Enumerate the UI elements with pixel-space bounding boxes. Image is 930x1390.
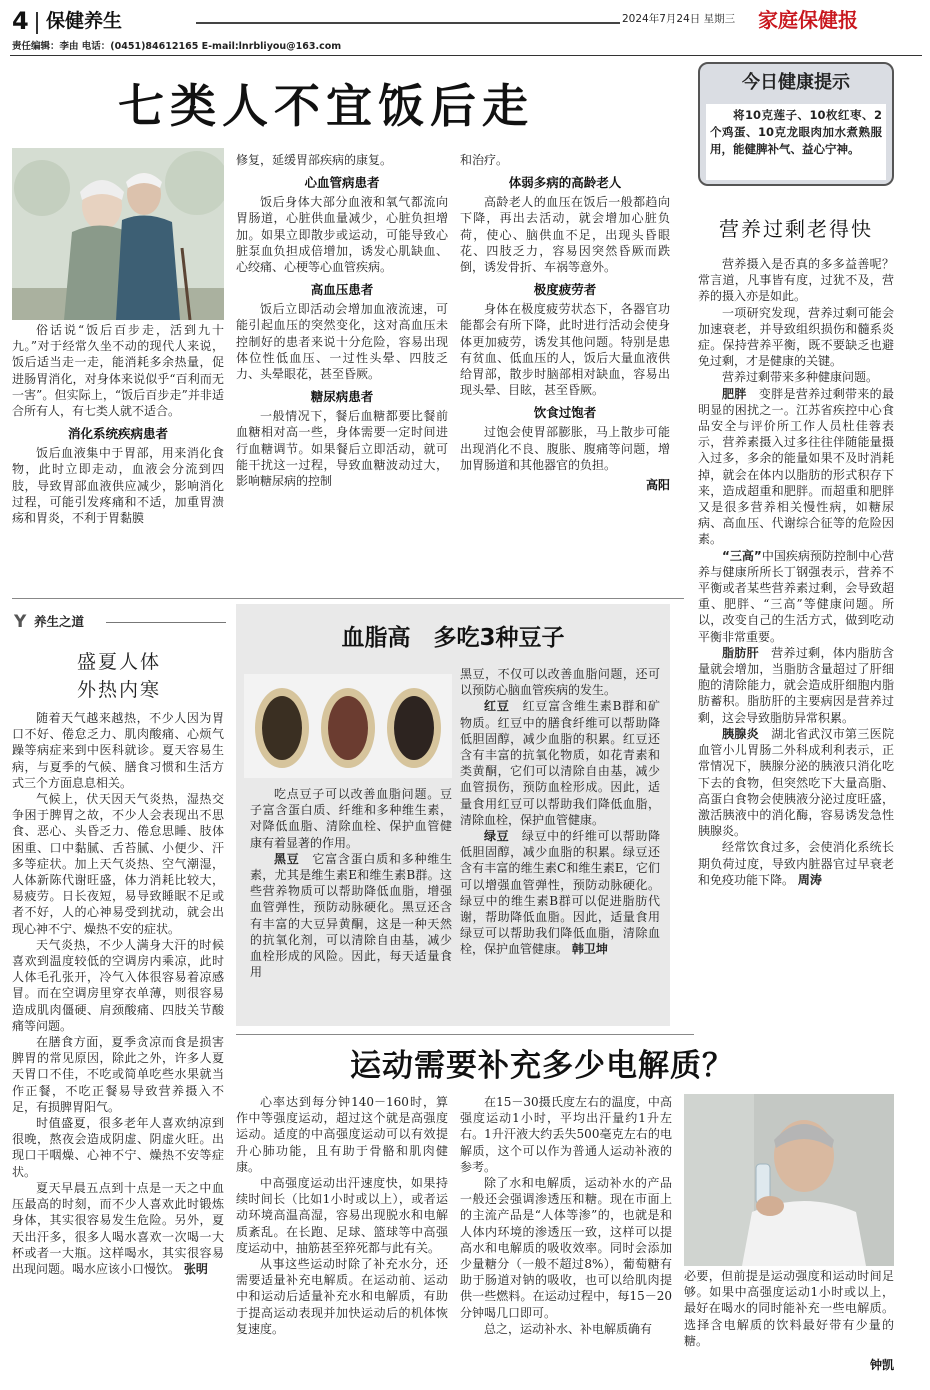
- para-diabetes-cont: 和治疗。: [460, 153, 509, 167]
- beans-green: [460, 828, 660, 958]
- label-fatty-liver: 脂肪肝: [722, 645, 759, 660]
- para-diabetes: 一般情况下，餐后血糖都要比餐前血糖相对高一些，身体需要一定时间进行血糖调节。如果餐后立即活动，就可能干扰这一过程，导致血糖波动过大，影响糖尿病的控制: [236, 409, 448, 489]
- couple-walking-image: [12, 148, 224, 320]
- text-mung-bean: 绿豆中的纤维可以帮助降低胆固醇，减少血脂的积累。绿豆还含有丰富的维生素C和维生素E，它们可以增强血管弹性，预防动脉硬化。绿豆中的维生素B群可以促进脂肪代谢，帮助降低血脂。因此，适量食用绿豆可以帮助我们降低血脂，清除血栓，保护血管健康。: [460, 829, 660, 957]
- seven-intro: 俗话说“饭后百步走，活到九十九。”对于经常久坐不动的现代人来说，饭后适当走一走，能消耗多余热量，促进肠胃消化，对身体来说似乎“百利而无一害”。但实际上，“饭后百步走”并非适合所有人，有七类人就不适合。: [12, 323, 224, 419]
- tip-text-panel: 将10克莲子、10枚红枣、2个鸡蛋、10克龙眼肉加水煮熟服用，能健脾补气、益心宁神。: [706, 104, 886, 180]
- page-header: [10, 6, 922, 52]
- nutrition-p1: 营养摄入是否真的多多益善呢？常言道，凡事皆有度，过犹不及，营养的摄入亦是如此。: [698, 257, 894, 304]
- text-black-bean: 它富含蛋白质和多种维生素，尤其是维生素E和维生素B群。这些营养物质可以帮助降低血脂，增强血管弹性，预防动脉硬化。黑豆还含有丰富的大豆异黄酮，这是一种天然的抗氧化剂，可以清除自由基，减少血栓形成的风险。因此，每天适量食用: [250, 851, 452, 980]
- beans-red: [460, 698, 660, 828]
- beans-black-cont: 黑豆，不仅可以改善血脂问题，还可以预防心脑血管疾病的发生。: [460, 667, 660, 698]
- subhead-diabetes: 糖尿病患者: [310, 389, 374, 405]
- beans-panel: [236, 604, 670, 1026]
- electro-col-3: [684, 1268, 894, 1373]
- nutrition-obesity: [698, 386, 894, 548]
- subhead-heart: 心血管病患者: [304, 175, 380, 191]
- tip-title: 今日健康提示: [742, 72, 850, 93]
- beans-photo: [244, 674, 452, 778]
- nutrition-end: [698, 839, 894, 888]
- electro-p6-cont: 必要，但前提是运动强度和运动时间足够。如果中高强度运动1小时或以上，最好在喝水的同时能补充一些电解质。选择含电解质的饮料最好带有少量的糖。: [684, 1269, 894, 1348]
- health-tip-box: [698, 62, 894, 186]
- label-mung-bean: 绿豆: [484, 829, 510, 844]
- electro-p2: 中高强度运动出汗速度快，如果持续时间长（比如1小时或以上），或者运动环境高温高湿，容易出现脱水和电解质紊乱。在长跑、足球、篮球等中高强度运动中，抽筋甚至猝死都与此有关。: [236, 1176, 448, 1255]
- y-logo-icon: Y: [14, 612, 27, 632]
- summer-title-line2: 外热内寒: [76, 679, 161, 701]
- page-number: 4: [12, 7, 29, 35]
- para-full: 过饱会使胃部膨胀，马上散步可能出现消化不良、腹胀、腹痛等问题，增加胃肠道和其他器官的负担。: [460, 425, 670, 472]
- nutrition-three-highs: [698, 548, 894, 645]
- elderly-couple-photo: [12, 148, 224, 320]
- seven-col-2: [236, 152, 448, 489]
- section-name: 保健养生: [46, 10, 123, 32]
- summer-p6-text: 夏天早晨五点到十点是一天之中血压最高的时刻，而不少人喜欢此时锻炼身体，其实很容易发生危险。另外，夏天出汗多，很多人喝水喜欢一次喝一大杯或者一大瓶。这样喝水，其实很容易出现问题。喝水应该小口慢饮。: [12, 1180, 224, 1276]
- byline-zhongkai: 钟凯: [869, 1358, 894, 1373]
- column-name: 养生之道: [34, 614, 85, 629]
- article-title-electrolyte: 运动需要补充多少电解质？: [350, 1048, 734, 1084]
- text-three-highs: 中国疾病预防控制中心营养与健康所所长丁钢强表示，营养不平衡或者某些营养素过剩，会导致超重、肥胖、“三高”等健康问题。所以，改变自己的生活方式，做到吃动平衡非常重要。: [698, 548, 894, 644]
- summer-p4: 在膳食方面，夏季贪凉而食是损害脾胃的常见原因，除此之外，许多人夏天胃口不佳，不吃或简单吃些水果就当作正餐，不吃正餐易导致营养摄入不足，有损脾胃阳气。: [12, 1035, 224, 1114]
- electro-p6: 总之，运动补水、补电解质确有: [484, 1321, 653, 1336]
- article-title-summer: [14, 648, 224, 704]
- summer-p2: 气候上，伏天因天气炎热，湿热交争困于脾胃之故，不少人会表现出不思食、恶心、头昏乏力、倦怠思睡、肢体困重、口中黏腻、舌苔腻、小便少、汗多等症状。加上天气炎热、空气潮湿，人体新陈代谢旺盛，体力消耗比较大，易疲劳。日长夜短，易导致睡眠不足或者不好，人的心神易受到扰动，就会出现心神不宁、燥热不安的症状。: [12, 792, 224, 936]
- column-rule: [106, 622, 226, 623]
- para-heart: 饭后身体大部分血液和氧气都流向胃肠道，心脏供血量减少，心脏负担增加。如果立即散步或运动，可能导致心脏泵血负担成倍增加，诱发心肌缺血、心绞痛、心梗等心血管疾病。: [236, 195, 448, 275]
- byline-gaoyang: 高阳: [645, 478, 670, 493]
- column-tag: [14, 612, 224, 632]
- article-title-beans: 血脂高 多吃3种豆子: [341, 625, 565, 651]
- text-obesity: 变胖是营养过剩带来的最明显的困扰之一。江苏省疾控中心食品安全与评价所工作人员杜佳蓉表示，营养素摄入过多往往伴随能量摄入过多，多余的能量如果不及时消耗掉，就会在体内以脂肪的形式积存下来，造成超重和肥胖。而超重和肥胖又是很多营养相关慢性病，如糖尿病、高血压、代谢综合征等的危险因素。: [698, 386, 894, 547]
- beans-col-2: [460, 666, 660, 958]
- text-pancreatitis: 湖北省武汉市第三医院血管小儿胃肠二外科成利利表示，正常情况下，胰腺分泌的胰液只消化吃下去的食物，但突然吃下大量高脂、高蛋白食物会使胰液分泌过度旺盛，激活胰液中的消化酶，容易诱发急性胰腺炎。: [698, 726, 894, 839]
- subhead-bp: 高血压患者: [310, 282, 374, 298]
- nutrition-p3: 营养过剩带来多种健康问题。: [722, 370, 879, 385]
- subhead-full: 饮食过饱者: [533, 405, 597, 421]
- three-beans-image: [244, 674, 452, 778]
- label-pancreatitis: 胰腺炎: [722, 726, 759, 741]
- beans-black: [250, 851, 452, 981]
- para-elderly: 高龄老人的血压在饭后一般都趋向下降，再出去活动，就会增加心脏负荷，使心、脑供血不足，出现头昏眼花、四肢乏力，容易因突然昏厥而跌倒，诱发骨折、车祸等意外。: [460, 195, 670, 275]
- summer-body: [12, 710, 224, 1277]
- para-bp: 饭后立即活动会增加血液流速，可能引起血压的突然变化，这对高血压未控制好的患者来说十分危险，容易出现体位性低血压、一过性头晕、四肢乏力、头晕眼花，甚至昏厥。: [236, 302, 448, 382]
- article-title-nutrition: 营养过剩老得快: [719, 217, 873, 241]
- text-fatty-liver: 营养过剩，体内脂肪含量就会增加，当脂肪含量超过了肝细胞的清除能力，就会造成肝细胞内脂肪蓄积。脂肪肝的主要病因是营养过剩，这会导致脂肪异常积累。: [698, 645, 894, 725]
- nutrition-pancreatitis: [698, 726, 894, 839]
- electro-p4: 在15－30摄氏度左右的温度，中高强度运动1小时，平均出汗量约1升左右。1升汗液大约丢失500毫克左右的电解质，这个可以作为普通人运动补液的参考。: [460, 1095, 672, 1174]
- label-three-highs: “三高”: [722, 548, 762, 563]
- para-digestive: 饭后血液集中于胃部，用来消化食物，此时立即走动，血液会分流到四肢，导致胃部血液供应减少，影响消化过程，可能引发疼痛和不适，加重胃溃疡和胃炎，不利于胃黏膜: [12, 446, 224, 526]
- byline-zhangming: 张明: [183, 1261, 208, 1276]
- para-tired: 身体在极度疲劳状态下，各器官功能都会有所下降，此时进行活动会使身体更加疲劳，诱发其他问题。特别是患有贫血、低血压的人，饭后大量血液供给胃部，散步时脑部相对缺血，容易出现头晕、目眩，甚至昏厥。: [460, 302, 670, 398]
- nutrition-fatty-liver: [698, 645, 894, 726]
- header-bottom-rule: [10, 55, 922, 56]
- paper-name: 家庭保健报: [758, 8, 858, 32]
- summer-title-line1: 盛夏人体: [76, 651, 161, 673]
- nutrition-p2: 一项研究发现，营养过剩可能会加速衰老，并导致组织损伤和髓系炎症。保持营养平衡，既不要缺乏也避免过剩，才是健康的关键。: [698, 305, 894, 369]
- article-title-seven: 七类人不宜饭后走: [118, 79, 534, 133]
- seven-col-3: [460, 152, 670, 493]
- byline-zhoutao: 周涛: [797, 872, 822, 887]
- editor-info: 责任编辑：李由 电话：(0451)84612165 E-mail:lnrbliyou@163.com: [12, 41, 342, 52]
- divider-left-mid: [12, 598, 684, 599]
- seven-col-1: [12, 322, 224, 526]
- divider-right-bottom: [236, 1034, 694, 1035]
- electro-col-2: [460, 1094, 672, 1337]
- text-red-bean: 红豆富含维生素B群和矿物质。红豆中的膳食纤维可以帮助降低胆固醇，减少血脂的积累。红豆还含有丰富的抗氧化物质，如花青素和类黄酮，它们可以清除自由基，减少血管损伤，预防血栓形成。因此，适量食用红豆可以帮助我们降低血脂，清除血栓，保护血管健康。: [460, 699, 660, 827]
- subhead-digestive: 消化系统疾病患者: [67, 426, 168, 442]
- electro-col-1: [236, 1094, 448, 1337]
- drinking-man-photo: [684, 1094, 894, 1266]
- label-black-bean: 黑豆: [274, 851, 300, 866]
- label-obesity: 肥胖: [722, 386, 747, 401]
- electro-p5: 除了水和电解质，运动补水的产品一般还会强调渗透压和糖。现在市面上的主流产品是“人体等渗”的，也就是和人体内环境的渗透压一致，这样可以提高水和电解质的吸收效率。同时会添加少量糖分（一般不超过8%），葡萄糖有助于肠道对钠的吸收，也可以给肌肉提供一些燃料。在运动过程中，每15－20分钟喝几口即可。: [460, 1176, 672, 1320]
- nutrition-body: [698, 256, 894, 888]
- summer-p1: 随着天气越来越热，不少人因为胃口不好、倦怠乏力、肌肉酸痛、心烦气躁等病症来到中医科就诊。夏天容易生病，与夏季的气候、膳食习惯和生活方式三个方面息息相关。: [12, 711, 224, 790]
- label-red-bean: 红豆: [484, 699, 510, 714]
- man-drinking-water-image: [684, 1094, 894, 1266]
- subhead-elderly: 体弱多病的高龄老人: [508, 175, 622, 191]
- issue-date: 2024年7月24日 星期三: [622, 13, 736, 25]
- para-digestive-cont: 修复，延缓胃部疾病的康复。: [236, 153, 393, 167]
- beans-intro: 吃点豆子可以改善血脂问题。豆子富含蛋白质、纤维和多种维生素，对降低血脂、清除血栓、保护血管健康有着显著的作用。: [250, 787, 452, 850]
- text-end: 经常饮食过多，会使消化系统长期负荷过度，导致内脏器官过早衰老和免疫功能下降。: [698, 840, 894, 887]
- subhead-tired: 极度疲劳者: [533, 282, 597, 298]
- electro-p3: 从事这些运动时除了补充水分，还需要适量补充电解质。在运动前、运动中和运动后适量补充水和电解质，有助于提高运动表现并加快运动后的机体恢复速度。: [236, 1257, 448, 1336]
- electro-p1: 心率达到每分钟140－160时，算作中等强度运动，超过这个就是高强度运动。适度的中高强度运动可以有效提升心肺功能，且有助于骨骼和肌肉健康。: [236, 1095, 448, 1174]
- beans-col-1: [250, 786, 452, 980]
- header-divider: [36, 12, 38, 34]
- summer-p6: [12, 1180, 224, 1277]
- summer-p5: 时值盛夏，很多老年人喜欢纳凉到很晚，熬夜会造成阴虚、阴虚火旺。出现口干咽燥、心神不宁、燥热不安等症状。: [12, 1116, 224, 1179]
- summer-p3: 天气炎热，不少人满身大汗的时候喜欢到温度较低的空调房内乘凉，此时人体毛孔张开，冷气入体很容易着凉感冒。而在空调房里穿衣单薄，则很容易造成肌肉僵硬、肩颈酸痛、四肢关节酸痛等问题。: [12, 937, 224, 1033]
- header-rule: [196, 22, 620, 24]
- byline-hanweikun: 韩卫坤: [571, 942, 608, 957]
